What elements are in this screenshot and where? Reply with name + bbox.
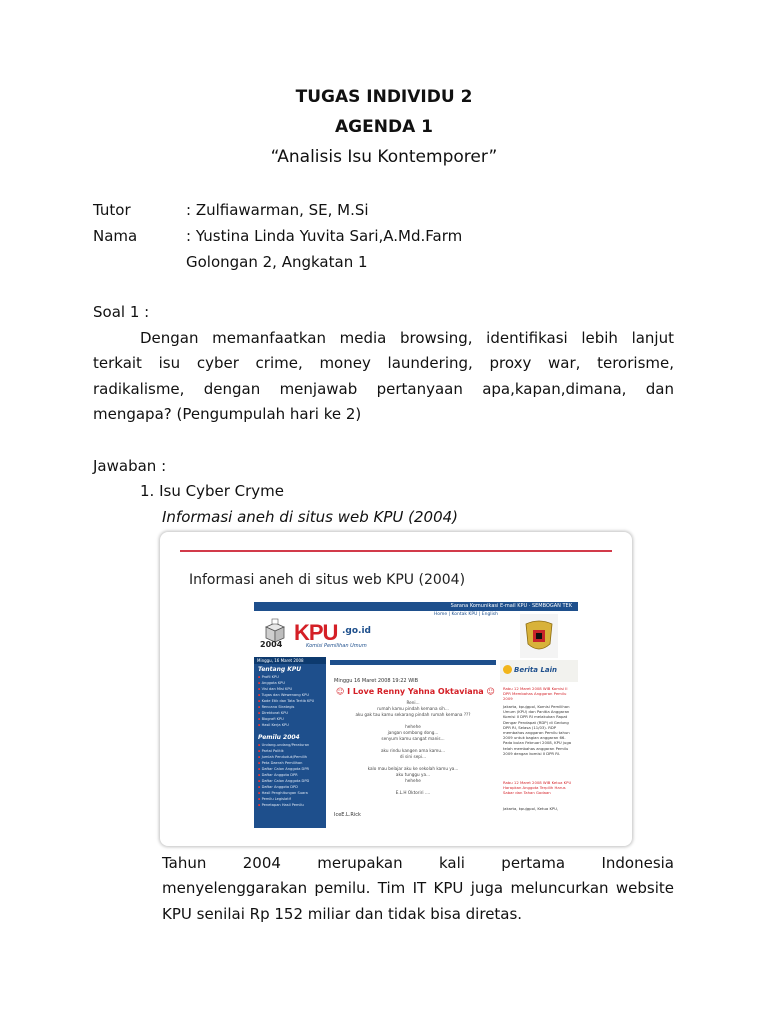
nav-item: ▪ Direktorat KPU bbox=[254, 710, 326, 716]
soal-line-2: terkait isu cyber crime, money laundering, proxy war, terorisme, bbox=[93, 354, 674, 372]
nav-section-pemilu: Pemilu 2004 bbox=[258, 734, 300, 741]
nav-item: ▪ Tugas dan Wewenang KPU bbox=[254, 692, 326, 698]
nama-label: Nama bbox=[93, 227, 138, 245]
logo-year: 2004 bbox=[260, 640, 283, 649]
nav-section-tentang: Tentang KPU bbox=[258, 666, 302, 673]
doc-topic: “Analisis Isu Kontemporer” bbox=[270, 147, 498, 167]
nav-item: ▪ Anggota KPU bbox=[254, 680, 326, 686]
logo-kpu: KPU bbox=[294, 620, 338, 645]
post-line: aku tunggu ya... bbox=[395, 772, 431, 777]
site-top-links: Home | Kontak KPU | English bbox=[433, 612, 498, 617]
post-line: hehehe bbox=[405, 724, 421, 729]
soal-line-1: Dengan memanfaatkan media browsing, identifikasi lebih lanjut bbox=[140, 329, 674, 347]
ball-icon bbox=[503, 665, 512, 674]
nav-item: ▪ Profil KPU bbox=[254, 674, 326, 680]
site-right-column bbox=[500, 660, 578, 828]
news-item-1: Rabu 12 Maret 2008 WIB Komisi II DPR Membahas Anggaran Pemilu 2009 bbox=[503, 686, 568, 702]
site-center-content bbox=[330, 660, 496, 828]
doc-agenda: AGENDA 1 bbox=[335, 117, 433, 137]
nav-item: ▪ Daftar Calon Anggota DPD bbox=[254, 778, 326, 784]
garuda-emblem-icon bbox=[520, 614, 558, 658]
nav-item: ▪ Pemilu Legislatif bbox=[254, 796, 326, 802]
post-line: kalo mau belajar aku ke sekolah kamu ya... bbox=[367, 766, 459, 771]
body-line-2: menyelenggarakan pemilu. Tim IT KPU juga meluncurkan website bbox=[162, 879, 674, 897]
figure-caption: Informasi aneh di situs web KPU (2004) bbox=[162, 508, 459, 526]
post-signature: IceE.L.Rick bbox=[334, 812, 361, 818]
nav-item: ▪ Daftar Anggota DPD bbox=[254, 784, 326, 790]
post-line: rumah kamu pindah kemana sih... bbox=[377, 706, 449, 711]
nav-item: ▪ Rencana Strategis bbox=[254, 704, 326, 710]
figure-divider bbox=[180, 550, 612, 552]
body-line-1: Tahun 2004 merupakan kali pertama Indonesia bbox=[162, 854, 674, 872]
post-line: jangan sombong dong... bbox=[387, 730, 439, 735]
nav-item: ▪ Hasil Penghitungan Suara bbox=[254, 790, 326, 796]
golongan-text: Golongan 2, Angkatan 1 bbox=[186, 253, 368, 271]
tutor-value: : Zulfiawarman, SE, M.Si bbox=[186, 201, 369, 219]
nav-item: ▪ Daftar Calon Anggota DPR bbox=[254, 766, 326, 772]
nav-item: ▪ Partai Politik bbox=[254, 748, 326, 754]
kpu-screenshot-figure bbox=[160, 532, 632, 846]
nav-item: ▪ Daftar Anggota DPR bbox=[254, 772, 326, 778]
nav-item: ▪ Kode Etik dan Tata Tertib KPU bbox=[254, 698, 326, 704]
logo-subtitle: Komisi Pemilihan Umum bbox=[306, 643, 367, 649]
post-line: E.L.H Oktoriri .... bbox=[395, 790, 431, 795]
center-header-bar bbox=[330, 660, 496, 665]
nav-item: ▪ Peta Daerah Pemilihan bbox=[254, 760, 326, 766]
nav-item: ▪ Hasil Kerja KPU bbox=[254, 722, 326, 728]
post-line: hehehe bbox=[405, 778, 421, 783]
post-line: Reni... bbox=[406, 700, 420, 705]
nav-item: ▪ Penetapan Hasil Pemilu bbox=[254, 802, 326, 808]
site-left-nav bbox=[254, 657, 326, 828]
soal-line-3: radikalisme, dengan menjawab pertanyaan apa,kapan,dimana, dan bbox=[93, 380, 674, 398]
figure-title: Informasi aneh di situs web KPU (2004) bbox=[189, 572, 466, 588]
doc-title: TUGAS INDIVIDU 2 bbox=[295, 87, 473, 107]
kpu-website-snapshot bbox=[254, 602, 578, 828]
nama-value: : Yustina Linda Yuvita Sari,A.Md.Farm bbox=[186, 227, 463, 245]
tutor-label: Tutor bbox=[93, 201, 131, 219]
post-line: di sini sepi... bbox=[399, 754, 427, 759]
news-body-1: Jakarta, kpujgpol, Komisi Pemilihan Umum (KPU) dan Panitia Anggaran Komisi II DPR RI melakukan Rapat Dengar Pendapat (RDP) di Gedung DPR RI, Selasa (11/03). RDP membahas anggaran Pemilu tahun 2009 untuk bagian anggaran 66. Pada bulan Februari 2008, KPU juga telah membahas anggaran Pemilu 2009 dengan komisi II DPR RI. bbox=[503, 704, 572, 756]
post-line: aku rindu kangen ama kamu... bbox=[380, 748, 445, 753]
nav-list-1 bbox=[254, 674, 326, 728]
logo-domain: .go.id bbox=[342, 626, 371, 636]
soal-line-4: mengapa? (Pengumpulah hari ke 2) bbox=[93, 405, 362, 423]
nav-item: ▪ Undang-undang/Peraturan bbox=[254, 742, 326, 748]
post-date: Minggu 16 Maret 2008 19:22 WIB bbox=[334, 678, 419, 684]
news-body-2: Jakarta, kpujgpol, Ketua KPU, bbox=[503, 806, 559, 811]
post-heading: ☺ I Love Renny Yahna Oktaviana ☺ bbox=[336, 687, 495, 696]
nav-item: ▪ Jumlah Penduduk/Pemilih bbox=[254, 754, 326, 760]
nav-item: ▪ Visi dan Misi KPU bbox=[254, 686, 326, 692]
body-line-3: KPU senilai Rp 152 miliar dan tidak bisa diretas. bbox=[162, 905, 523, 923]
news-item-2: Rabu 12 Maret 2008 WIB Ketua KPU Harapkan Anggota Terpilih Harus Sabar dan Tahan Godaan bbox=[503, 780, 572, 796]
nav-date: Minggu, 16 Maret 2008 bbox=[254, 657, 326, 664]
berita-lain-header bbox=[500, 660, 578, 682]
soal-label: Soal 1 : bbox=[93, 303, 150, 321]
nav-list-2 bbox=[254, 742, 326, 808]
list-item-1: 1. Isu Cyber Cryme bbox=[140, 482, 284, 500]
nav-item: ▪ Biografi KPU bbox=[254, 716, 326, 722]
site-topbar: Sarana Komunikasi E-mail KPU · SEMBOGAN TEK bbox=[254, 602, 578, 611]
post-line: aku gak tau kamu sekarang pindah rumah kemana ??? bbox=[355, 712, 471, 717]
jawaban-label: Jawaban : bbox=[93, 457, 167, 475]
post-line: senyum kamu sangat manis... bbox=[381, 736, 445, 741]
berita-lain-title: Berita Lain bbox=[514, 666, 558, 674]
